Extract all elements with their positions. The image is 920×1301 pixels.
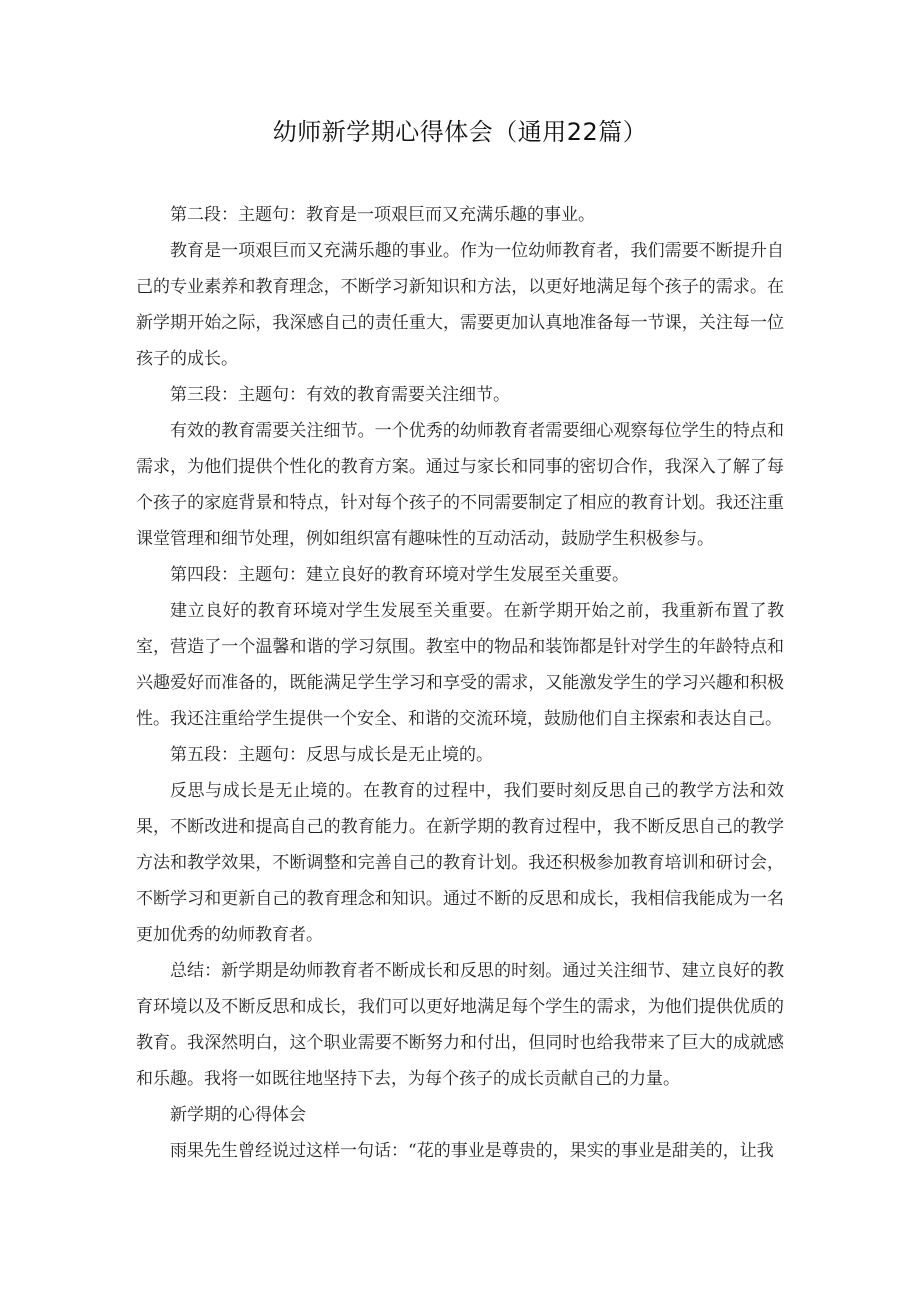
paragraph-3: 有效的教育需要关注细节。一个优秀的幼师教育者需要细心观察每位学生的特点和需求，为他们提供个性化的教育方案。通过与家长和同事的密切合作，我深入了解了每个孩子的家庭背景和特点，针对每个孩子的不同需要制定了相应的教育计划。我还注重课堂管理和细节处理，例如组织富有趣味性的互动活动，鼓励学生积极参与。 bbox=[136, 421, 784, 549]
paragraph-heading-4: 第四段：主题句：建立良好的教育环境对学生发展至关重要。 bbox=[170, 565, 629, 585]
paragraph-heading-5: 第五段：主题句：反思与成长是无止境的。 bbox=[170, 745, 493, 765]
paragraph-5: 反思与成长是无止境的。在教育的过程中，我们要时刻反思自己的教学方法和效果，不断改进和提高自己的教育能力。在新学期的教育过程中，我不断反思自己的教学方法和教学效果，不断调整和完善自己的教育计划。我还积极参加教育培训和研讨会，不断学习和更新自己的教育理念和知识。通过不断的反思和成长，我相信我能成为一名更加优秀的幼师教育者。 bbox=[136, 781, 784, 945]
paragraph-heading-3: 第三段：主题句：有效的教育需要关注细节。 bbox=[170, 385, 510, 405]
paragraph-summary: 总结：新学期是幼师教育者不断成长和反思的时刻。通过关注细节、建立良好的教育环境以及不断反思和成长，我们可以更好地满足每个学生的需求，为他们提供优质的教育。我深然明白，这个职业需要不断努力和付出，但同时也给我带来了巨大的成就感和乐趣。我将一如既往地坚持下去，为每个孩子的成长贡献自己的力量。 bbox=[136, 961, 784, 1089]
section-heading: 新学期的心得体会 bbox=[170, 1105, 306, 1125]
paragraph-heading-2: 第二段：主题句：教育是一项艰巨而又充满乐趣的事业。 bbox=[170, 205, 595, 225]
document-title: 幼师新学期心得体会（通用22篇） bbox=[272, 118, 648, 146]
paragraph-quote-start: 雨果先生曾经说过这样一句话：“花的事业是尊贵的，果实的事业是甜美的，让我 bbox=[170, 1141, 774, 1161]
document-body bbox=[136, 197, 784, 1169]
paragraph-2: 教育是一项艰巨而又充满乐趣的事业。作为一位幼师教育者，我们需要不断提升自己的专业素养和教育理念，不断学习新知识和方法，以更好地满足每个孩子的需求。在新学期开始之际，我深感自己的责任重大，需要更加认真地准备每一节课，关注每一位孩子的成长。 bbox=[136, 241, 784, 369]
paragraph-4: 建立良好的教育环境对学生发展至关重要。在新学期开始之前，我重新布置了教室，营造了一个温馨和谐的学习氛围。教室中的物品和装饰都是针对学生的年龄特点和兴趣爱好而准备的，既能满足学生学习和享受的需求，又能激发学生的学习兴趣和积极性。我还注重给学生提供一个安全、和谐的交流环境，鼓励他们自主探索和表达自己。 bbox=[136, 601, 784, 729]
